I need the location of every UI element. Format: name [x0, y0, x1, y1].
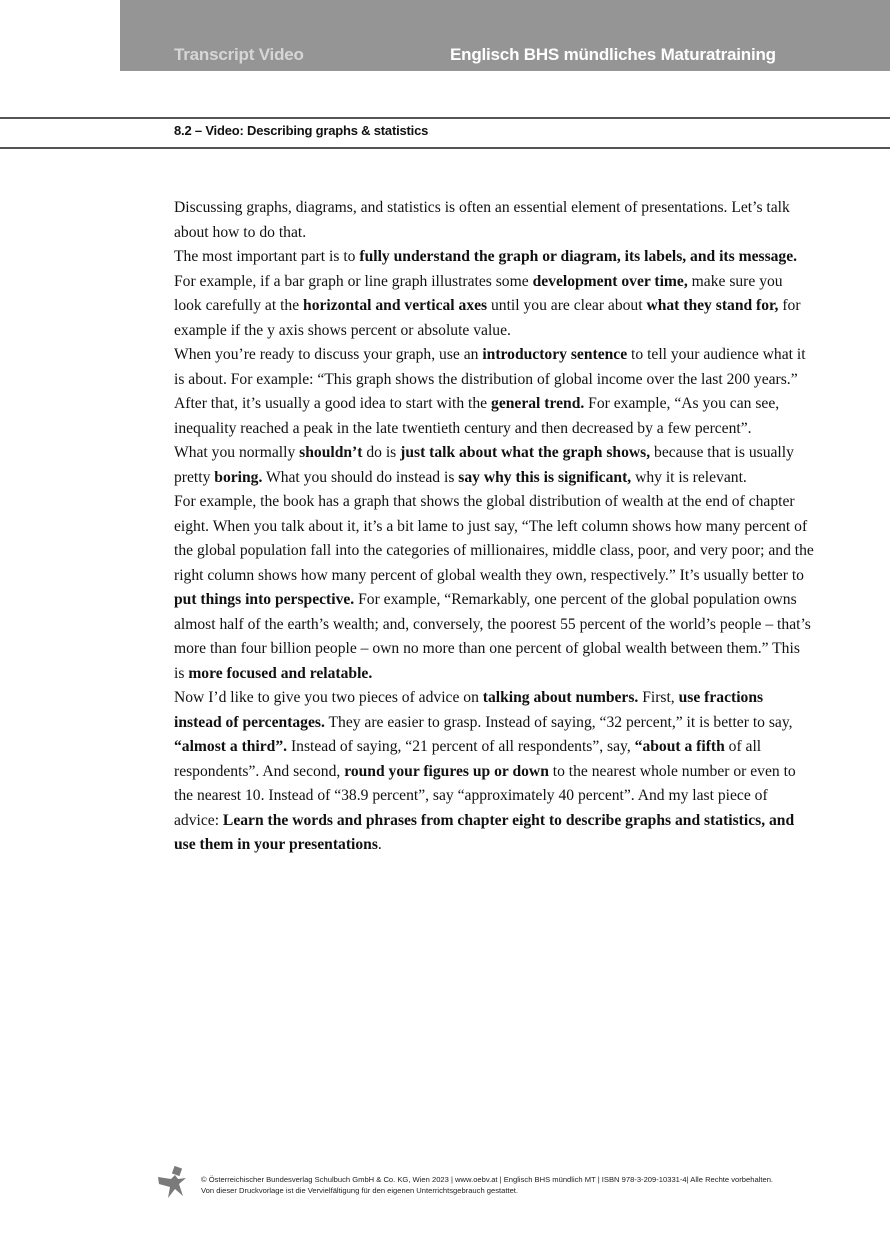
text-run: of all respondents”. And second,: [174, 738, 762, 780]
footer-permission: Von dieser Druckvorlage ist die Vervielfältigung für den eigenen Unterrichtsgebrauch gestattet.: [201, 1186, 519, 1195]
bold-text-run: boring.: [214, 468, 263, 486]
oebv-logo-icon: [156, 1165, 190, 1199]
text-run: until you are clear about: [487, 297, 647, 314]
transcript-paragraph: [174, 441, 814, 490]
text-run: for example if the y axis shows percent or absolute value.: [174, 297, 801, 339]
text-run: First,: [638, 689, 679, 706]
transcript-paragraph: [174, 196, 814, 245]
section-title-bar: [0, 117, 890, 149]
bold-text-run: fully understand the graph or diagram, its labels, and its message.: [359, 248, 798, 265]
header-right-title: Englisch BHS mündliches Maturatraining: [450, 45, 776, 64]
text-run: When you’re ready to discuss your graph, use an: [174, 346, 483, 363]
transcript-paragraph: [174, 245, 814, 343]
bold-text-run: just talk about what the graph shows,: [400, 444, 651, 461]
footer-copyright: © Österreichischer Bundesverlag Schulbuch GmbH & Co. KG, Wien 2023 | www.oebv.at | Englisch BHS mündlich MT | ISBN 978-3-209-10331-4| Alle Rechte vorbehalten.: [201, 1175, 774, 1184]
transcript-paragraph: [174, 490, 814, 686]
bold-text-run: horizontal and vertical axes: [303, 297, 488, 314]
section-title: 8.2 – Video: Describing graphs & statistics: [174, 123, 429, 138]
transcript-paragraph: [174, 343, 814, 441]
text-run: For example, if a bar graph or line graph illustrates some: [174, 272, 533, 290]
bold-text-run: “about a fifth: [634, 738, 725, 755]
bold-text-run: more focused and relatable.: [188, 664, 373, 682]
text-run: do is: [362, 444, 401, 461]
bold-text-run: development over time,: [532, 272, 688, 290]
bold-text-run: general trend.: [491, 395, 585, 412]
header-left-title: Transcript Video: [174, 45, 304, 64]
text-run: For example, “As you can see, inequality reached a peak in the late twentieth century and then decreased by a few percent”.: [174, 395, 780, 437]
text-run: Now I’d like to give you two pieces of advice on: [174, 689, 483, 706]
text-run: They are easier to grasp. Instead of saying, “32 percent,” it is better to say,: [324, 713, 793, 731]
transcript-paragraph: [174, 686, 814, 858]
text-run: to tell your audience what it is about. For example: “This graph shows the distribution of global income over the last 200 years.” After that, it’s usually a good idea to start with the: [174, 346, 806, 412]
text-run: What you should do instead is: [262, 468, 459, 486]
bold-text-run: put things into perspective.: [174, 591, 355, 608]
bold-text-run: Learn the words and phrases from chapter eight to describe graphs and statistics, and use them in your presentations: [174, 811, 795, 853]
text-run: why it is relevant.: [631, 468, 747, 486]
bold-text-run: talking about numbers.: [482, 689, 639, 706]
text-run: The most important part is to: [174, 248, 360, 265]
text-run: make sure you look carefully at the: [174, 272, 783, 314]
text-run: Discussing graphs, diagrams, and statistics is often an essential element of presentations. Let’s talk about how to do that.: [174, 199, 790, 241]
bold-text-run: use fractions instead of percentages.: [174, 689, 764, 731]
text-run: For example, the book has a graph that shows the global distribution of wealth at the end of chapter eight. When you talk about it, it’s a bit lame to just say, “The left column shows how many percent of the global population fall into the categories of millionaires, middle class, poor, and very poor; and the right column shows how many percent of global wealth they own, respectively.” It’s usually better to: [174, 493, 814, 584]
bold-text-run: shouldn’t: [299, 444, 363, 461]
bold-text-run: what they stand for,: [646, 297, 779, 314]
page-header: [120, 0, 890, 71]
bold-text-run: say why this is significant,: [458, 468, 632, 486]
text-run: because that is usually pretty: [174, 444, 794, 486]
bold-text-run: “almost a third”.: [174, 738, 288, 755]
bold-text-run: introductory sentence: [482, 346, 628, 363]
page-footer: [156, 1165, 856, 1201]
bold-text-run: round your figures up or down: [344, 762, 549, 780]
transcript-body: [174, 196, 814, 858]
text-run: Instead of saying, “21 percent of all respondents”, say,: [287, 738, 635, 755]
text-run: What you normally: [174, 444, 300, 461]
text-run: For example, “Remarkably, one percent of the global population owns almost half of the earth’s wealth; and, conversely, the poorest 55 percent of the world’s people – that’s more than four billion people – own no more than one percent of global wealth between them.” This is: [174, 591, 811, 682]
text-run: .: [377, 836, 382, 853]
text-run: to the nearest whole number or even to the nearest 10. Instead of “38.9 percent”, say “approximately 40 percent”. And my last piece of advice:: [174, 762, 796, 829]
